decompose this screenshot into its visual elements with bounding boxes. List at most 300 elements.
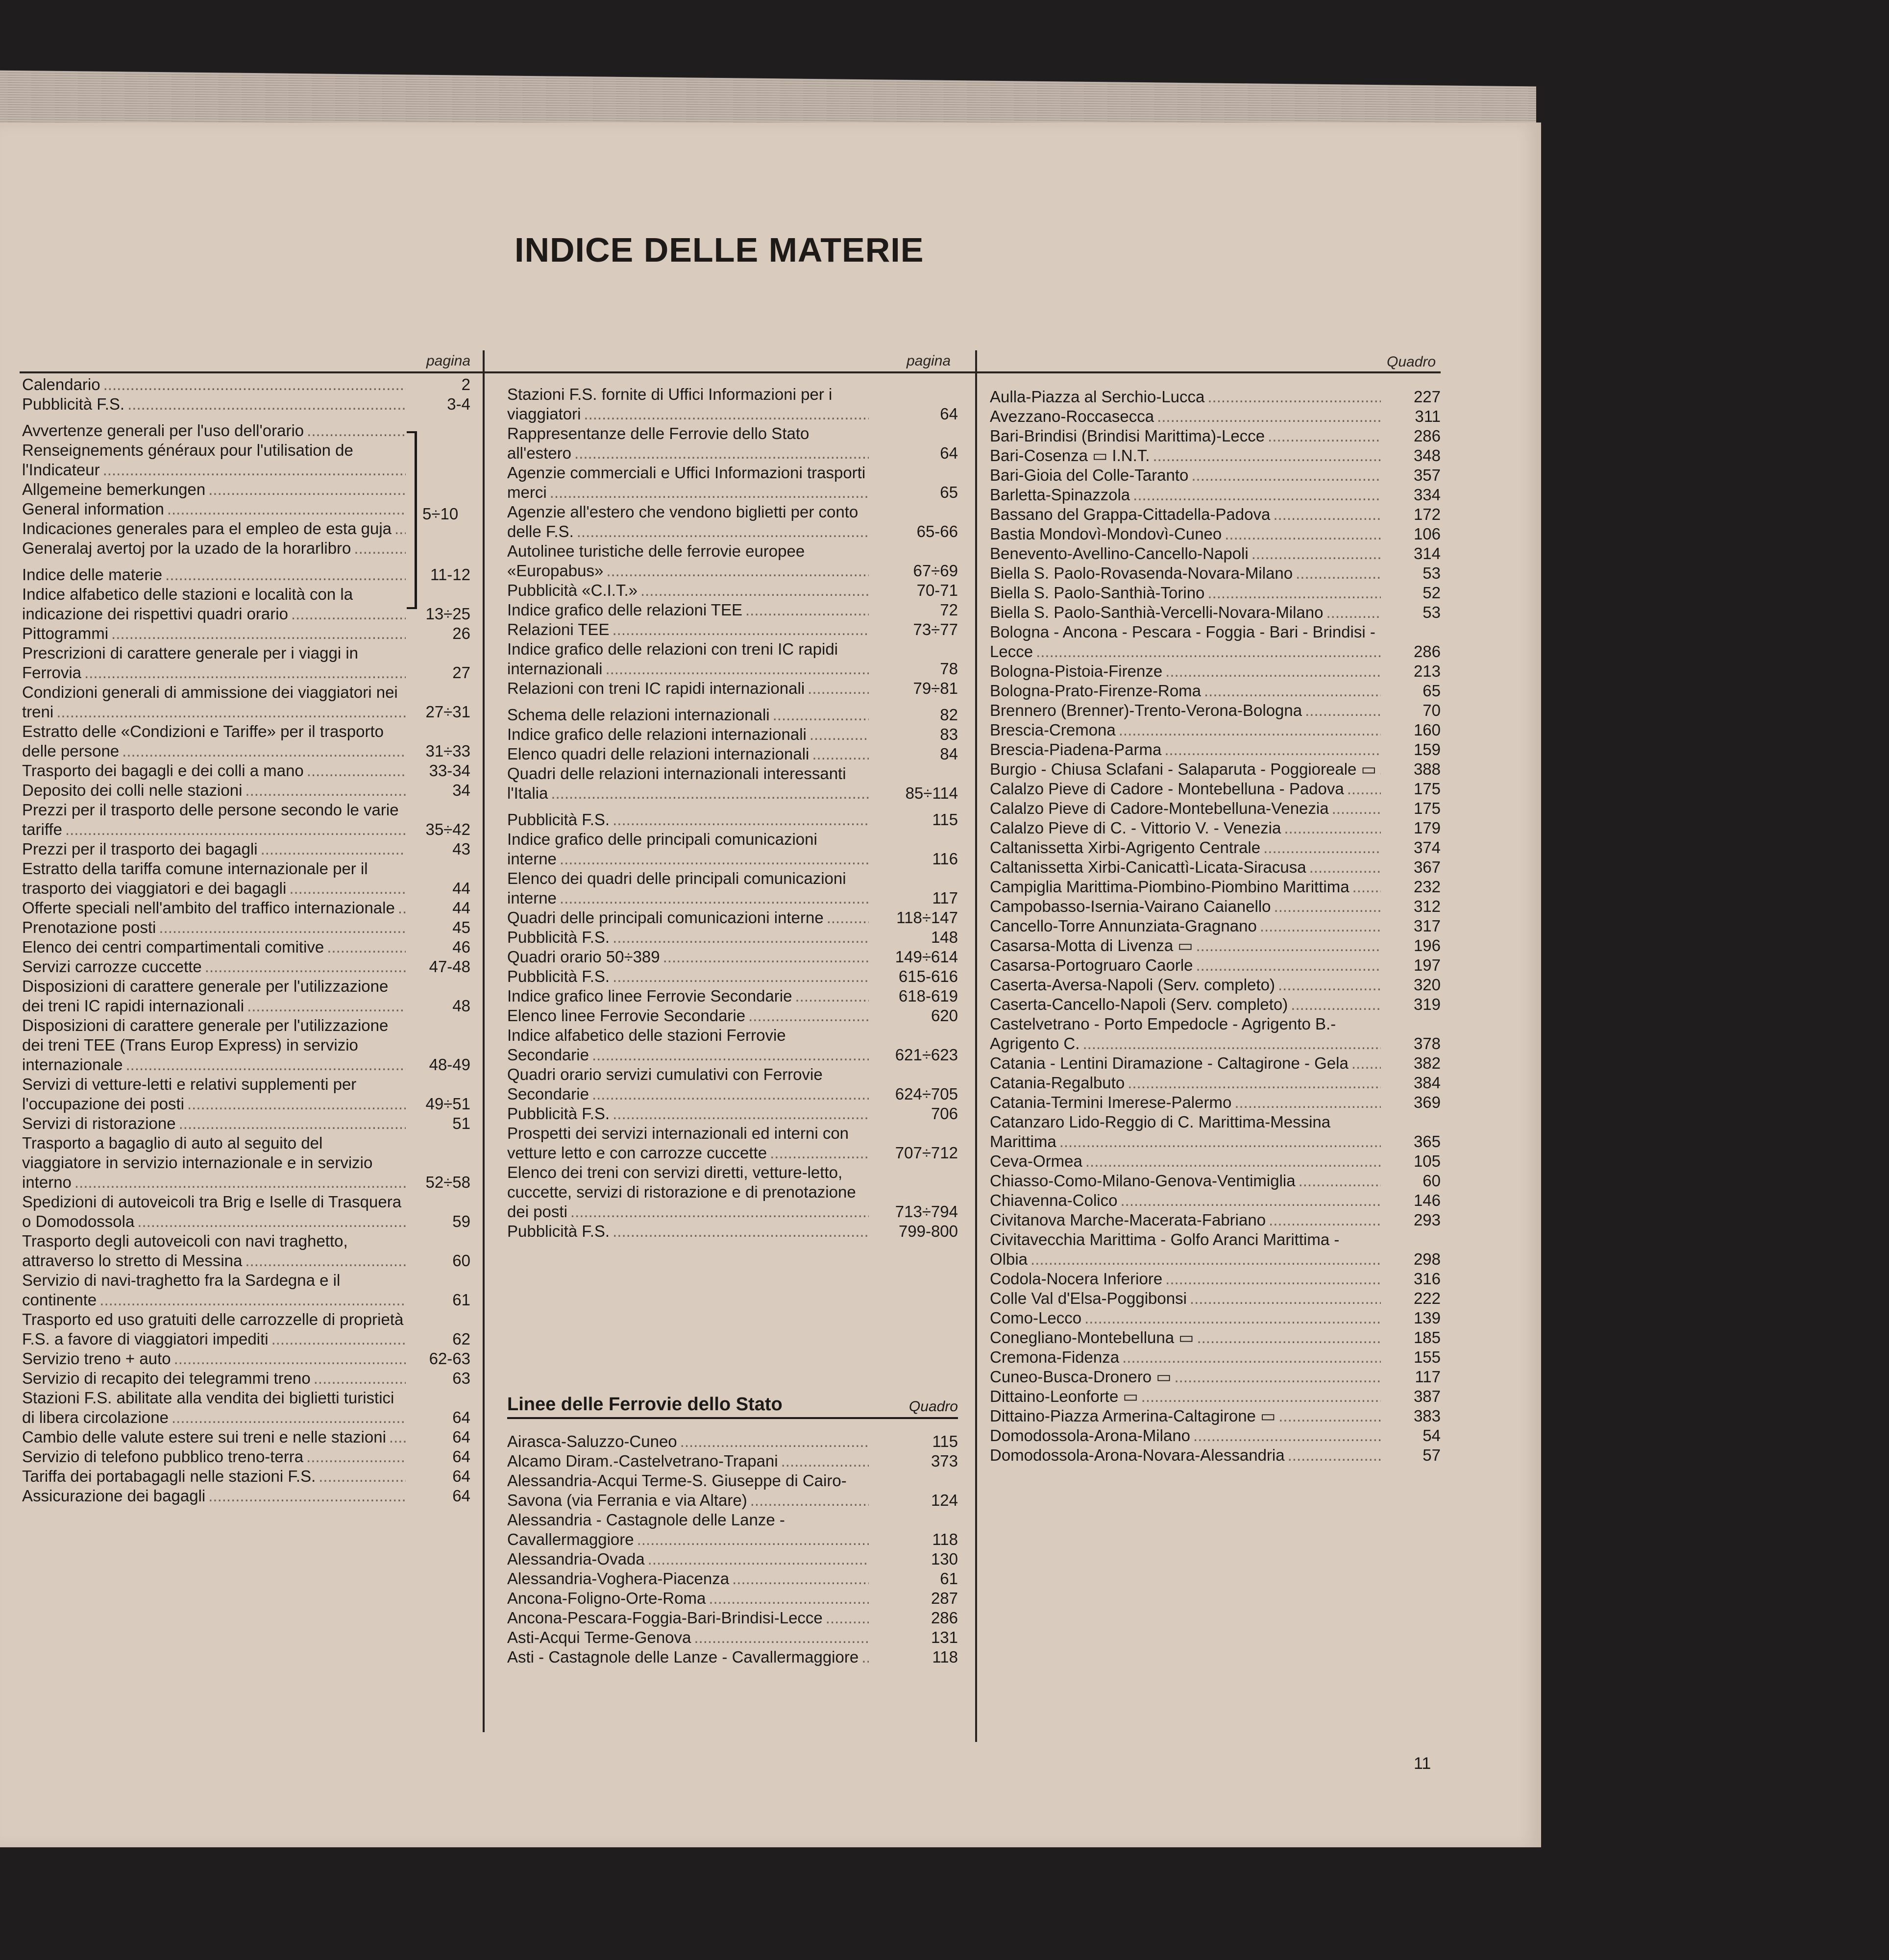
index-entry [507,620,958,639]
entry-title: Chiasso-Como-Milano-Genova-Ventimiglia ..... [990,1171,1381,1191]
entry-title: Generalaj avertoj por la uzado de la horarlibro ..... [22,539,406,558]
index-entry [22,839,470,859]
index-entry [990,505,1441,524]
entry-page: 78 [940,660,958,678]
entry-title: Estratto delle «Condizioni e Tariffe» per il trasporto delle persone ..... [22,722,406,761]
entry-page: 118÷147 [896,908,958,927]
entry-title: Indice delle materie ..... [22,565,406,585]
index-entry [22,683,470,722]
entry-title: Domodossola-Arona-Novara-Alessandria ..... [990,1446,1381,1465]
index-entry [990,1348,1441,1367]
entry-title: Caserta-Aversa-Napoli (Serv. completo) ..... [990,975,1381,995]
entry-title: Bari-Gioia del Colle-Taranto ..... [990,466,1381,485]
entry-title: Prescrizioni di carattere generale per i viaggi in Ferrovia ..... [22,643,406,683]
entry-page: 317 [1413,917,1441,935]
entry-page: 149÷614 [895,948,958,966]
entry-page: 369 [1413,1093,1441,1111]
entry-page: 64 [940,405,958,423]
index-entry [990,877,1441,897]
entry-page: 146 [1413,1191,1441,1209]
entry-page: 320 [1413,976,1441,994]
entry-page: 59 [452,1212,470,1230]
entry-title: Relazioni con treni IC rapidi internazionali ..... [507,679,869,698]
index-entry [990,544,1441,564]
entry-title: Domodossola-Arona-Milano ..... [990,1426,1381,1446]
index-entry [507,725,958,744]
index-entry [507,385,958,424]
index-entry [990,1387,1441,1406]
entry-title: Dittaino-Piazza Armerina-Caltagirone ▭ ..... [990,1406,1381,1426]
index-entry [507,502,958,541]
entry-page: 62-63 [429,1349,470,1368]
entry-page: 286 [1413,427,1441,445]
entry-title: Trasporto dei bagagli e dei colli a mano ..... [22,761,406,781]
entry-page: 365 [1413,1132,1441,1151]
index-entry [22,499,470,519]
entry-page: 43 [452,840,470,858]
entry-title: Servizi di ristorazione ..... [22,1114,406,1133]
index-entry [507,1163,958,1222]
entry-page: 383 [1413,1407,1441,1425]
index-entry [990,916,1441,936]
entry-title: Agenzie all'estero che vendono biglietti per conto delle F.S. ..... [507,502,869,541]
entry-title: Catanzaro Lido-Reggio di C. Marittima-Messina Marittima ..... [990,1112,1381,1152]
spacer [22,558,470,565]
page-title: INDICE DELLE MATERIE [515,231,924,269]
entry-page: 62 [452,1330,470,1348]
entry-page: 179 [1413,819,1441,837]
entry-title: Pubblicità F.S. ..... [507,810,869,830]
index-entry [507,967,958,986]
entry-page: 64 [452,1467,470,1485]
entry-page: 197 [1413,956,1441,974]
entry-page: 293 [1413,1211,1441,1229]
index-entry [990,603,1441,622]
index-entry [507,581,958,600]
entry-title: Relazioni TEE ..... [507,620,869,639]
column-separator-2 [975,350,977,1742]
entry-title: Cuneo-Busca-Dronero ▭ ..... [990,1367,1381,1387]
entry-page: 83 [940,725,958,743]
entry-page: 131 [931,1628,958,1646]
entry-title: Quadri orario servizi cumulativi con Ferrovie Secondarie ..... [507,1065,869,1104]
entry-page: 27 [452,663,470,682]
index-entry [990,1269,1441,1289]
entry-page: 388 [1413,760,1441,778]
index-entry [22,781,470,800]
entry-title: Indice alfabetico delle stazioni e località con la indicazione dei rispettivi quadri orario ..... [22,585,406,624]
entry-page: 47-48 [429,957,470,976]
index-entry [507,424,958,463]
index-entry [22,1192,470,1231]
index-entry [22,800,470,839]
entry-page: 11-12 [430,565,470,584]
index-entry [990,1191,1441,1210]
bracket-avvertenze [407,431,417,609]
entry-page: 227 [1413,388,1441,406]
index-entry [990,407,1441,426]
index-entry [22,539,470,558]
entry-title: Bologna-Pistoia-Firenze ..... [990,662,1381,681]
index-entry [22,918,470,937]
entry-page: 319 [1413,995,1441,1013]
index-entry [22,1427,470,1447]
entry-page: 618-619 [898,987,958,1005]
entry-title: Quadri delle principali comunicazioni interne ..... [507,908,869,928]
entry-title: Allgemeine bemerkungen ..... [22,480,406,499]
index-entry [990,936,1441,956]
entry-title: Biella S. Paolo-Santhià-Vercelli-Novara-Milano ..... [990,603,1381,622]
entry-title: Assicurazione dei bagagli ..... [22,1486,406,1506]
entry-page: 621÷623 [895,1046,958,1064]
entry-page: 34 [452,781,470,799]
entry-title: Cremona-Fidenza ..... [990,1348,1381,1367]
index-entry [507,1026,958,1065]
entry-page: 117 [1415,1368,1441,1386]
entry-page: 64 [452,1428,470,1446]
index-entry [990,622,1441,662]
index-entry [22,957,470,977]
index-entry [22,722,470,761]
index-entry [22,1016,470,1075]
index-entry [990,701,1441,720]
entry-page: 148 [931,928,958,946]
column-header-pagina-left: pagina [426,353,471,369]
entry-title: Ceva-Ormea ..... [990,1152,1381,1171]
entry-page: 53 [1423,603,1441,621]
index-entry [507,1124,958,1163]
entry-title: Autolinee turistiche delle ferrovie europee «Europabus» ..... [507,541,869,581]
entry-page: 65-66 [916,522,958,540]
entry-title: Brescia-Cremona ..... [990,720,1381,740]
entry-title: Tariffa dei portabagagli nelle stazioni F.S. ..... [22,1467,406,1486]
index-entry [990,426,1441,446]
index-entry [990,1054,1441,1073]
entry-page: 357 [1413,466,1441,484]
section-lines-fs-title [507,1394,958,1419]
entry-page: 27÷31 [425,703,470,721]
entry-title: Prenotazione posti ..... [22,918,406,937]
index-entry [990,818,1441,838]
entry-page: 82 [940,706,958,724]
entry-title: Pubblicità «C.I.T.» ..... [507,581,869,600]
entry-page: 367 [1413,858,1441,876]
entry-page: 799-800 [898,1222,958,1240]
index-entry [990,720,1441,740]
index-entry [990,956,1441,975]
entry-page: 45 [452,918,470,936]
entry-title: Servizi di vetture-letti e relativi supplementi per l'occupazione dei posti ..... [22,1075,406,1114]
entry-page: 160 [1413,721,1441,739]
entry-title: Pittogrammi ..... [22,624,406,643]
index-entry [990,1446,1441,1465]
entry-page: 52 [1423,584,1441,602]
index-entry [507,679,958,698]
entry-title: Rappresentanze delle Ferrovie dello Stato all'estero ..... [507,424,869,463]
entry-page: 316 [1413,1270,1441,1288]
entry-title: Elenco quadri delle relazioni internazionali ..... [507,744,869,764]
entry-page: 44 [452,899,470,917]
entry-page: 44 [452,879,470,897]
entry-page: 314 [1413,544,1441,563]
index-entry [22,1133,470,1192]
entry-title: Campiglia Marittima-Piombino-Piombino Marittima ..... [990,877,1381,897]
entry-page: 46 [452,938,470,956]
index-entry [22,1271,470,1310]
entry-title: Bastia Mondovì-Mondovì-Cuneo ..... [990,524,1381,544]
entry-page: 707÷712 [895,1144,958,1162]
entry-page: 382 [1413,1054,1441,1072]
index-entry [507,1104,958,1124]
entry-page: 53 [1423,564,1441,582]
index-entry [22,375,470,394]
entry-title: Quadri orario 50÷389 ..... [507,947,869,967]
index-entry [990,1093,1441,1112]
index-entry [990,662,1441,681]
entry-page: 312 [1413,897,1441,915]
index-entry [22,394,470,414]
entry-page: 33-34 [429,761,470,780]
index-entry [507,541,958,581]
entry-page: 64 [940,444,958,462]
index-entry [22,1310,470,1349]
entry-title: Barletta-Spinazzola ..... [990,485,1381,505]
index-entry [507,764,958,803]
entry-page: 373 [931,1452,958,1470]
index-entry [990,1073,1441,1093]
index-entry [22,937,470,957]
index-entry [990,975,1441,995]
entry-title: Schema delle relazioni internazionali ..... [507,705,869,725]
index-entry [507,1065,958,1104]
entry-title: Biella S. Paolo-Santhià-Torino ..... [990,583,1381,603]
index-entry [22,761,470,781]
entry-title: Condizioni generali di ammissione dei viaggiatori nei treni ..... [22,683,406,722]
entry-page: 620 [931,1006,958,1025]
index-entry [990,838,1441,858]
index-entry [507,1222,958,1241]
index-entry [22,1231,470,1271]
entry-page: 48 [452,997,470,1015]
index-entry [22,1369,470,1388]
entry-title: Aulla-Piazza al Serchio-Lucca ..... [990,387,1381,407]
entry-title: Bassano del Grappa-Cittadella-Padova ..... [990,505,1381,524]
index-entry [22,859,470,898]
left-index-column [22,375,470,1506]
entry-title: Caltanissetta Xirbi-Agrigento Centrale ..... [990,838,1381,858]
index-entry [507,869,958,908]
entry-title: Pubblicità F.S. ..... [507,1222,869,1241]
index-entry [990,1328,1441,1348]
index-entry [507,986,958,1006]
entry-page: 287 [931,1589,958,1607]
entry-title: Elenco linee Ferrovie Secondarie ..... [507,1006,869,1026]
entry-title: Bologna-Prato-Firenze-Roma ..... [990,681,1381,701]
entry-page: 155 [1413,1348,1441,1366]
entry-page: 118 [932,1530,958,1548]
entry-title: Indice alfabetico delle stazioni Ferrovie Secondarie ..... [507,1026,869,1065]
entry-page: 130 [931,1550,958,1568]
index-entry [990,1152,1441,1171]
entry-title: Ancona-Foligno-Orte-Roma ..... [507,1589,869,1608]
entry-title: Avezzano-Roccasecca ..... [990,407,1381,426]
entry-title: Calalzo Pieve di C. - Vittorio V. - Venezia ..... [990,818,1381,838]
entry-page: 85÷114 [905,784,958,802]
entry-page: 387 [1413,1387,1441,1405]
entry-title: Indice grafico delle relazioni con treni IC rapidi internazionali ..... [507,639,869,679]
section-lines-list [507,1432,958,1667]
entry-page: 2 [461,375,470,393]
index-entry [507,908,958,928]
entry-title: Calalzo Pieve di Cadore-Montebelluna-Venezia ..... [990,799,1381,818]
entry-page: 61 [940,1569,958,1588]
index-entry [507,928,958,947]
index-entry [507,463,958,502]
index-entry [22,643,470,683]
index-entry [990,1289,1441,1308]
index-entry [990,740,1441,760]
entry-page: 84 [940,745,958,763]
index-entry [507,1510,958,1549]
index-entry [22,1388,470,1427]
entry-page: 72 [940,601,958,619]
entry-title: Elenco dei centri compartimentali comitive ..... [22,937,406,957]
index-entry [990,1406,1441,1426]
entry-title: Bologna - Ancona - Pescara - Foggia - Bari - Brindisi - Lecce ..... [990,622,1381,662]
entry-page: 185 [1413,1328,1441,1347]
entry-title: Indice grafico delle principali comunicazioni interne ..... [507,830,869,869]
middle-index-column [507,385,958,1241]
index-entry [990,1426,1441,1446]
entry-title: Stazioni F.S. fornite di Uffici Informazioni per i viaggiatori ..... [507,385,869,424]
entry-title: Elenco dei quadri delle principali comunicazioni interne ..... [507,869,869,908]
index-entry [507,705,958,725]
index-entry [22,585,470,624]
entry-title: Benevento-Avellino-Cancello-Napoli ..... [990,544,1381,564]
entry-page: 117 [932,889,958,907]
entry-title: Colle Val d'Elsa-Poggibonsi ..... [990,1289,1381,1308]
entry-title: Calalzo Pieve di Cadore - Montebelluna - Padova ..... [990,779,1381,799]
entry-title: Airasca-Saluzzo-Cuneo ..... [507,1432,869,1451]
entry-title: Servizio di telefono pubblico treno-terra ..... [22,1447,406,1467]
entry-page: 70-71 [916,581,958,599]
entry-title: Caltanissetta Xirbi-Canicattì-Licata-Siracusa ..... [990,858,1381,877]
index-entry [507,1569,958,1589]
spacer [22,414,470,421]
entry-title: Biella S. Paolo-Rovasenda-Novara-Milano ..... [990,564,1381,583]
entry-title: Pubblicità F.S. ..... [507,967,869,986]
column-separator-1 [483,350,485,1732]
entry-page: 26 [452,624,470,642]
entry-page: 64 [452,1447,470,1466]
index-entry [507,1006,958,1026]
entry-title: Disposizioni di carattere generale per l'utilizzazione dei treni TEE (Trans Europ Express) in servizio internazionale ..... [22,1016,406,1075]
entry-page: 31÷33 [425,742,470,760]
entry-page: 73÷77 [913,620,958,638]
entry-title: Como-Lecco ..... [990,1308,1381,1328]
right-index-column [990,387,1441,1465]
index-entry [507,947,958,967]
entry-title: Castelvetrano - Porto Empedocle - Agrigento B.-Agrigento C. ..... [990,1014,1381,1054]
entry-page: 79÷81 [913,679,958,697]
index-entry [22,1467,470,1486]
index-entry [22,624,470,643]
entry-title: Burgio - Chiusa Sclafani - Salaparuta - Poggioreale ▭ ..... [990,760,1381,779]
bracket-pages: 5÷10 [422,505,459,523]
entry-page: 116 [932,850,958,868]
entry-title: Casarsa-Portogruaro Caorle ..... [990,956,1381,975]
entry-page: 286 [931,1609,958,1627]
entry-title: Indice grafico linee Ferrovie Secondarie ..... [507,986,869,1006]
entry-page: 106 [1413,525,1441,543]
index-entry [990,564,1441,583]
entry-title: Alessandria-Voghera-Piacenza ..... [507,1569,869,1589]
entry-page: 624÷705 [895,1085,958,1103]
entry-title: Pubblicità F.S. ..... [22,394,406,414]
index-entry [507,1432,958,1451]
entry-title: Catania - Lentini Diramazione - Caltagirone - Gela ..... [990,1054,1381,1073]
index-entry [22,421,470,441]
entry-page: 213 [1413,662,1441,680]
entry-title: Alessandria-Acqui Terme-S. Giuseppe di Cairo-Savona (via Ferrania e via Altare) ..... [507,1471,869,1510]
entry-title: Civitanova Marche-Macerata-Fabriano ..... [990,1210,1381,1230]
entry-page: 63 [452,1369,470,1387]
entry-page: 706 [931,1104,958,1123]
index-entry [990,897,1441,916]
entry-page: 35÷42 [425,820,470,838]
entry-page: 374 [1413,838,1441,857]
entry-title: Spedizioni di autoveicoli tra Brig e Iselle di Trasquera o Domodossola ..... [22,1192,406,1231]
index-entry [22,480,470,499]
entry-page: 348 [1413,446,1441,465]
entry-title: Conegliano-Montebelluna ▭ ..... [990,1328,1381,1348]
index-entry [22,1114,470,1133]
entry-page: 54 [1423,1426,1441,1445]
entry-page: 64 [452,1487,470,1505]
entry-page: 3-4 [447,395,470,413]
entry-page: 139 [1413,1309,1441,1327]
index-entry [507,1589,958,1608]
entry-page: 115 [932,1432,958,1450]
index-entry [507,639,958,679]
entry-title: Quadri delle relazioni internazionali interessanti l'Italia ..... [507,764,869,803]
entry-page: 159 [1413,740,1441,759]
index-entry [507,810,958,830]
index-entry [990,995,1441,1014]
section-title-text: Linee delle Ferrovie dello Stato [507,1394,783,1415]
entry-page: 52÷58 [425,1173,470,1191]
index-entry [990,760,1441,779]
column-header-quadro: Quadro [1387,354,1436,370]
entry-title: Elenco dei treni con servizi diretti, vetture-letto, cuccette, servizi di ristorazione e di prenotazione dei posti ..... [507,1163,869,1222]
index-entry [507,1451,958,1471]
entry-title: Bari-Cosenza ▭ I.N.T. ..... [990,446,1381,466]
entry-page: 67÷69 [913,562,958,580]
entry-title: Servizio treno + auto ..... [22,1349,406,1369]
entry-title: Avvertenze generali per l'uso dell'orario ..... [22,421,406,441]
entry-title: Servizi carrozze cuccette ..... [22,957,406,977]
index-entry [990,524,1441,544]
entry-title: Brescia-Piadena-Parma ..... [990,740,1381,760]
spacer [507,698,958,705]
index-entry [990,1230,1441,1269]
entry-page: 124 [931,1491,958,1509]
index-entry [990,858,1441,877]
entry-title: Alessandria - Castagnole delle Lanze - Cavallermaggiore ..... [507,1510,869,1549]
entry-page: 65 [940,483,958,501]
index-entry [22,441,470,480]
entry-title: Deposito dei colli nelle stazioni ..... [22,781,406,800]
